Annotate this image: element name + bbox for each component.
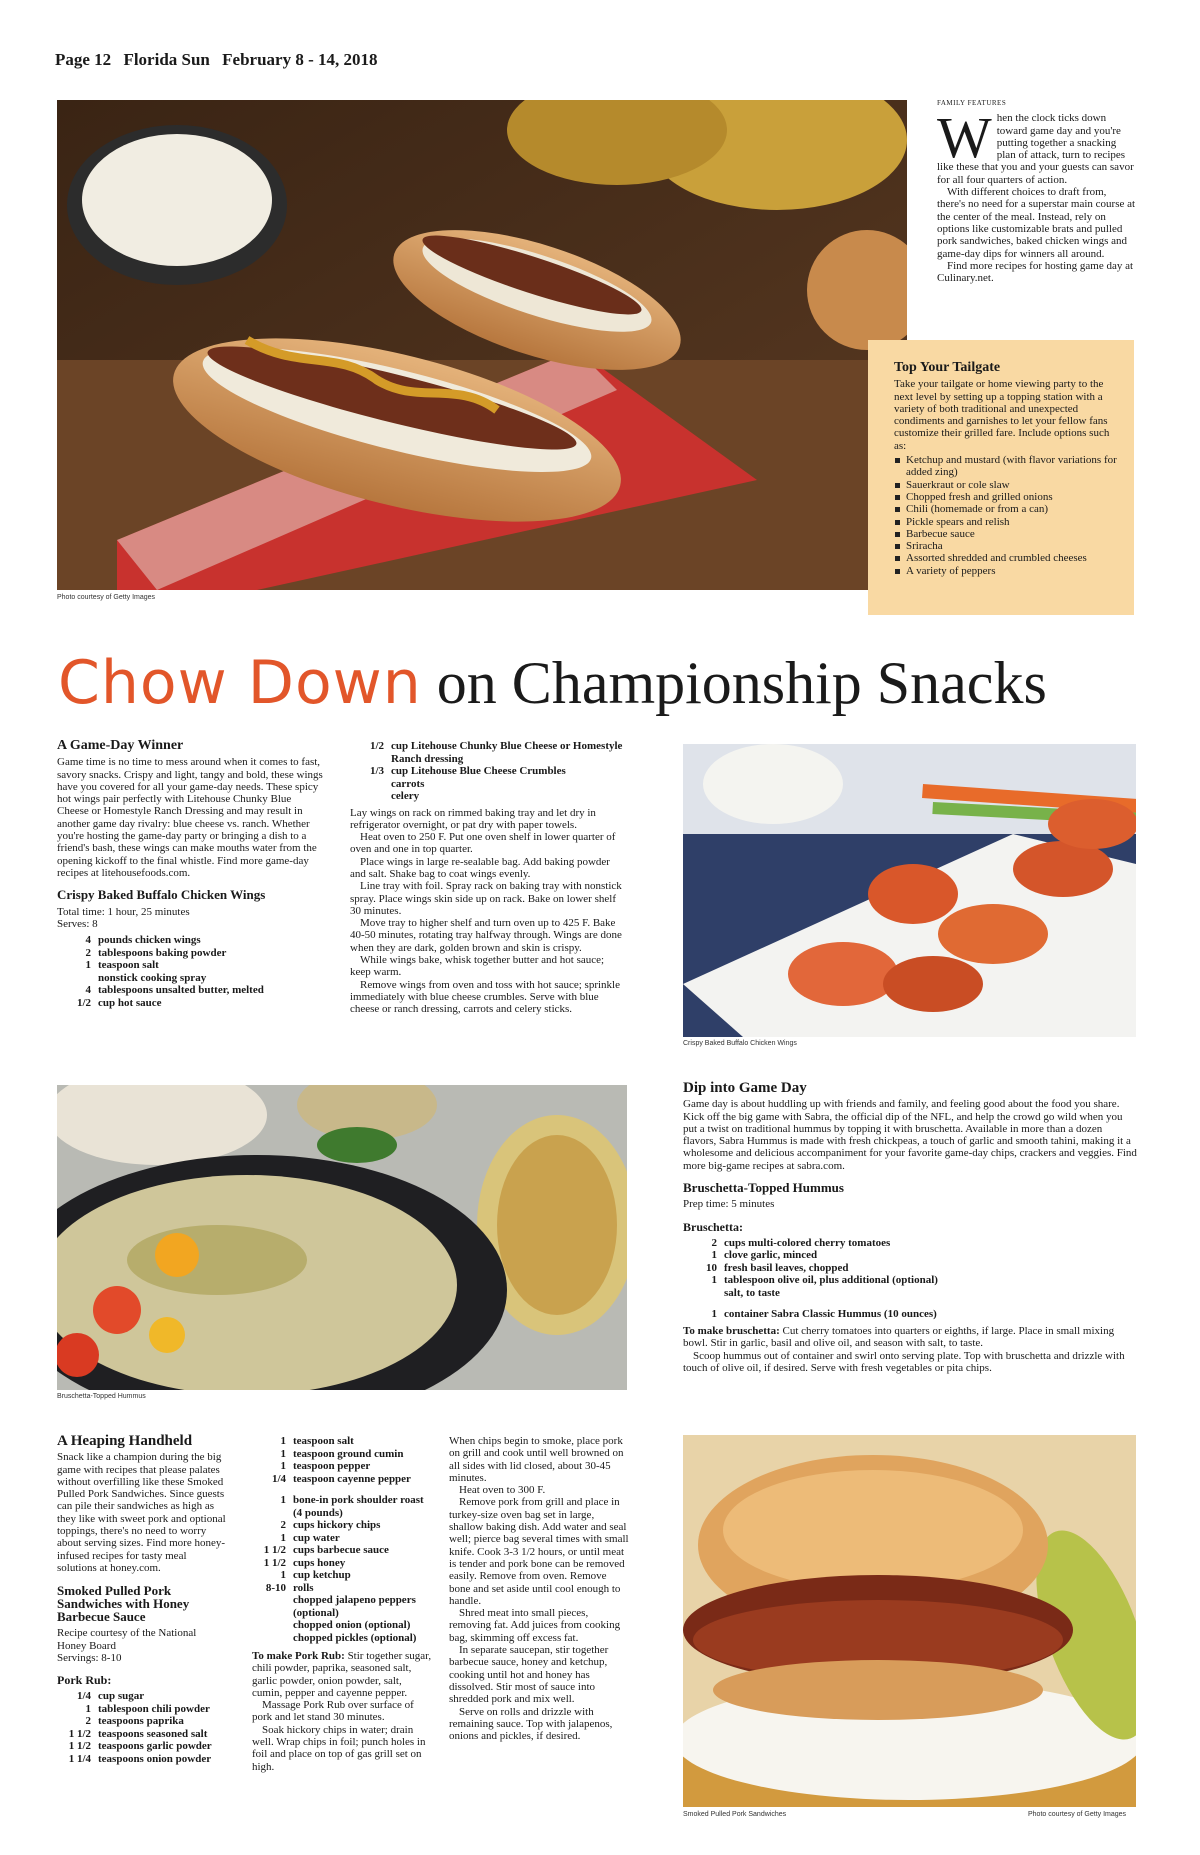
list-item: Pickle spears and relish (894, 516, 1120, 528)
ingredient: 1 teaspoon ground cumin (280, 1447, 404, 1460)
ingredient: 1/4 cup sugar (76, 1690, 145, 1703)
ingredient: 1 1/2 teaspoons garlic powder (68, 1740, 212, 1753)
ingredient: 1 clove garlic, minced (711, 1249, 818, 1262)
tailgate-text: Take your tailgate or home viewing party to the next level by setting up a topping station with a variety of both traditional and unexpected condiments and garnishes to let your fellow fans customize their grilled fare. Include options such as: (894, 378, 1110, 452)
pork-step: Remove pork from grill and place in turkey-size oven bag set in large, shallow baking dish. Add water and seal well; pierce bag several times with small knife. Cook 3-3 1/2 hours, or until meat is tender and pork bone can be removed easily. Remove from oven. Remove bone and set aside until cool enough to handle. (449, 1496, 629, 1607)
ingredient: 2 tablespoons baking powder (85, 946, 227, 959)
intro-paragraph-2: With different choices to draft from, there's no need for a superstar main course at the center of the meal. Instead, rely on options like customizable brats and pulled pork sandwiches, baked chicken wings and game-day dips for winners all around. (937, 186, 1136, 260)
ingredient: 1 tablespoon olive oil, plus additional (optional) (711, 1274, 938, 1287)
ingredient: 2 cups hickory chips (280, 1519, 381, 1531)
ingredient: 1/2 cup hot sauce (76, 996, 162, 1009)
page-number: Page 12 (55, 50, 112, 69)
ingredient: 2 teaspoons paprika (85, 1715, 184, 1728)
wings-ingredients-a (57, 934, 325, 1009)
wings-intro: Game time is no time to mess around when it comes to fast, savory snacks. Crispy and light, tangy and bold, these wings have you covered for all your game-day needs. These spicy hot wings pair perfectly with Litehouse Chunky Blue Cheese or Homestyle Ranch Dressing and may result in another game day rivalry: blue cheese vs. ranch. Whether you're hosting the game-day party or bringing a dish to a friend's bash, these wings can make mouths water from the opening kickoff to the final whistle. Find more game-day recipes at litehousefoods.com. (57, 756, 323, 879)
pork-step: Heat oven to 300 F. (459, 1484, 546, 1497)
pork-recipe-title: Smoked Pulled Pork Sandwiches with Honey Barbecue Sauce (57, 1583, 190, 1625)
hummus-intro: Game day is about huddling up with friends and family, and feeling good about the food you share. Kick off the big game with Sabra, the official dip of the NFL, and help the crowd go wild when you put a twist on traditional hummus by topping it with bruschetta. Available in more than a dozen flavors, Sabra Hummus is made with fresh chickpeas, a touch of garlic and smooth tahini, making it a wholesome and delicious accompaniment for your favorite game-day chips, crackers and veggies. Find more big-game recipes at sabra.com. (683, 1098, 1137, 1172)
intro-paragraph-3: Find more recipes for hosting game day at Culinary.net. (937, 259, 1134, 285)
ingredient: 1/4 teaspoon cayenne pepper (271, 1472, 411, 1485)
wings-total-time: Total time: 1 hour, 25 minutes (57, 905, 190, 918)
intro-column (937, 97, 1137, 284)
tailgate-box (868, 340, 1134, 615)
title-rest: on Championship Snacks (436, 650, 1047, 716)
bruschetta-subhead: Bruschetta: (683, 1219, 743, 1234)
pork-photo-caption: Smoked Pulled Pork Sandwiches (683, 1811, 787, 1818)
hummus-photo (57, 1085, 627, 1390)
page-header (55, 50, 385, 70)
wings-recipe-title: Crispy Baked Buffalo Chicken Wings (57, 887, 266, 903)
list-item: Chopped fresh and grilled onions (894, 491, 1120, 503)
pork-step: Soak hickory chips in water; drain well. Wrap chips in foil; punch holes in foil and place on top of gas grill set on high. (252, 1723, 426, 1773)
pork-step: Massage Pork Rub over surface of pork and let stand 30 minutes. (252, 1699, 414, 1724)
ingredient: 4 pounds chicken wings (85, 934, 201, 947)
list-item: Chili (homemade or from a can) (894, 503, 1120, 515)
pork-heading: A Heaping Handheld (57, 1433, 193, 1449)
wings-serves: Serves: 8 (57, 917, 98, 930)
tailgate-list (894, 454, 1120, 577)
pork-step: Shred meat into small pieces, removing fat. Add juices from cooking bag, skimming off excess fat. (449, 1607, 621, 1644)
wings-step: Line tray with foil. Spray rack on baking tray with nonstick spray. Place wings skin side up on rack. Bake on lower shelf 30 minutes. (350, 880, 622, 917)
list-item: Ketchup and mustard (with flavor variations for added zing) (894, 454, 1120, 479)
wings-column-2 (350, 740, 625, 1016)
ingredient: chopped onion (optional) (293, 1619, 411, 1631)
intro-paragraph-1: When the clock ticks down toward game day and you're putting together a snacking plan of attack, turn to recipes like these that you and your guests can savor for all four quarters of action. (937, 105, 1134, 186)
pork-courtesy: Recipe courtesy of the National Honey Board (57, 1627, 197, 1652)
ingredient: 1 container Sabra Classic Hummus (10 ounces) (711, 1308, 937, 1321)
kicker: FAMILY FEATURES (937, 99, 1007, 107)
pork-column-3 (449, 1435, 629, 1742)
wings-step: Heat oven to 250 F. Put one oven shelf in lower quarter of oven and one in top quarter. (350, 831, 616, 856)
title-chow-down: Chow Down (58, 648, 422, 718)
hummus-prep: Prep time: 5 minutes (683, 1198, 775, 1211)
list-item: Sauerkraut or cole slaw (894, 479, 1120, 491)
pork-column-2 (252, 1435, 434, 1773)
pork-column-1 (57, 1435, 227, 1769)
ingredient: 1 tablespoon chili powder (85, 1702, 210, 1715)
tailgate-title: Top Your Tailgate (894, 360, 1001, 375)
wings-column-1 (57, 740, 325, 1013)
wings-step: Lay wings on rack on rimmed baking tray and let dry in refrigerator overnight, or pat dry with paper towels. (350, 806, 596, 831)
bruschetta-ingredients (683, 1237, 1138, 1321)
paper-name: Florida Sun (123, 50, 210, 69)
pork-photo (683, 1435, 1136, 1807)
hotdog-photo-credit: Photo courtesy of Getty Images (57, 594, 156, 601)
list-item: Assorted shredded and crumbled cheeses (894, 552, 1120, 564)
wings-heading: A Game-Day Winner (57, 738, 184, 753)
hummus-column (683, 1082, 1138, 1374)
ingredient: carrots (391, 777, 425, 790)
pork-step: Serve on rolls and drizzle with remaining sauce. Top with jalapenos, onions and pickles, if desired. (449, 1705, 613, 1743)
ingredient: 1 teaspoon salt (280, 1435, 354, 1447)
wings-photo-caption: Crispy Baked Buffalo Chicken Wings (683, 1040, 797, 1047)
hotdog-photo (57, 100, 907, 590)
ingredient: 4 tablespoons unsalted butter, melted (85, 984, 264, 997)
hummus-step-1: To make bruschetta: Cut cherry tomatoes into quarters or eighths, if large. Place in small mixing bowl. Stir in garlic, basil and olive oil, and season with salt, to taste. (683, 1324, 1115, 1350)
ingredient: 1 1/2 cups honey (263, 1556, 346, 1569)
ingredient: 2 cups multi-colored cherry tomatoes (711, 1236, 891, 1249)
list-item: A variety of peppers (894, 565, 1120, 577)
drop-cap: W (937, 105, 992, 171)
pork-rub-ingredients (57, 1690, 227, 1765)
ingredient: 10 fresh basil leaves, chopped (706, 1261, 849, 1274)
hummus-step-2: Scoop hummus out of container and swirl onto serving plate. Top with bruschetta and drizzle with touch of olive oil, if desired. Serve with fresh vegetables or pita chips. (683, 1349, 1125, 1374)
ingredient: 1/2 cup Litehouse Chunky Blue Cheese or Homestyle Ranch dressing (369, 740, 623, 765)
ingredient: 1 1/2 teaspoons seasoned salt (68, 1727, 208, 1740)
ingredient: 1 1/2 cups barbecue sauce (263, 1544, 389, 1556)
issue-dates: February 8 - 14, 2018 (222, 50, 378, 69)
pork-step: In separate saucepan, stir together barbecue sauce, honey and ketchup, cooking until hot and honey has dissolved. Stir most of sauce into shredded pork and mix well. (449, 1644, 609, 1706)
ingredient: chopped jalapeno peppers (optional) (293, 1594, 416, 1619)
hummus-photo-caption: Bruschetta-Topped Hummus (57, 1393, 146, 1400)
pork-photo-credit: Photo courtesy of Getty Images (1028, 1811, 1127, 1818)
ingredient: chopped pickles (optional) (293, 1631, 417, 1644)
pork-intro: Snack like a champion during the big game with recipes that please palates without overfilling like these Smoked Pulled Pork Sandwiches. Since guests can pile their sandwiches as high as they like with sweet pork and optional toppings, there's no need to worry about serving sizes. Find more honey-infused recipes for tasty meal solutions at honey.com. (57, 1451, 226, 1574)
pork-servings: Servings: 8-10 (57, 1651, 122, 1664)
ingredient: salt, to taste (724, 1286, 780, 1299)
ingredient: 1 1/4 teaspoons onion powder (68, 1752, 212, 1765)
hummus-recipe-title: Bruschetta-Topped Hummus (683, 1180, 844, 1196)
list-item: Barbecue sauce (894, 528, 1120, 540)
pork-step: When chips begin to smoke, place pork on grill and cook until well browned on all sides with lid closed, about 30-45 minutes. (449, 1435, 624, 1484)
wings-step: Move tray to higher shelf and turn oven up to 425 F. Bake 40-50 minutes, rotating tray halfway through. Wings are done when they are dark, golden brown and skin is crispy. (350, 917, 622, 954)
wings-step: Place wings in large re-sealable bag. Add baking powder and salt. Shake bag to coat wings evenly. (350, 855, 610, 880)
wings-step: Remove wings from oven and toss with hot sauce; sprinkle immediately with blue cheese crumbles. Serve with blue cheese or ranch dressing, carrots and celery sticks. (350, 978, 620, 1016)
ingredient: celery (391, 790, 420, 802)
ingredient: 1 teaspoon salt (85, 959, 159, 972)
ingredient: 8-10 rolls (265, 1581, 314, 1594)
pork-rub-step: To make Pork Rub: Stir together sugar, chili powder, paprika, seasoned salt, garlic powder, onion powder, salt, cumin, pepper and cayenne pepper. (252, 1650, 432, 1699)
ingredient: 1 cup ketchup (280, 1569, 351, 1581)
ingredient: 1 teaspoon pepper (280, 1460, 371, 1472)
list-item: Sriracha (894, 540, 1120, 552)
wings-photo (683, 744, 1136, 1037)
ingredient: 1/3 cup Litehouse Blue Cheese Crumbles (369, 765, 566, 777)
wings-ingredients-b (350, 740, 625, 803)
wings-step: While wings bake, whisk together butter and hot sauce; keep warm. (350, 954, 605, 979)
hummus-heading: Dip into Game Day (683, 1080, 807, 1096)
ingredient: 1 bone-in pork shoulder roast (4 pounds) (280, 1494, 424, 1519)
pork-rub-ingredients-2 (252, 1435, 434, 1644)
page-title (58, 648, 1047, 718)
ingredient: nonstick cooking spray (98, 971, 207, 984)
ingredient: 1 cup water (280, 1531, 340, 1544)
pork-rub-title: Pork Rub: (57, 1673, 112, 1688)
